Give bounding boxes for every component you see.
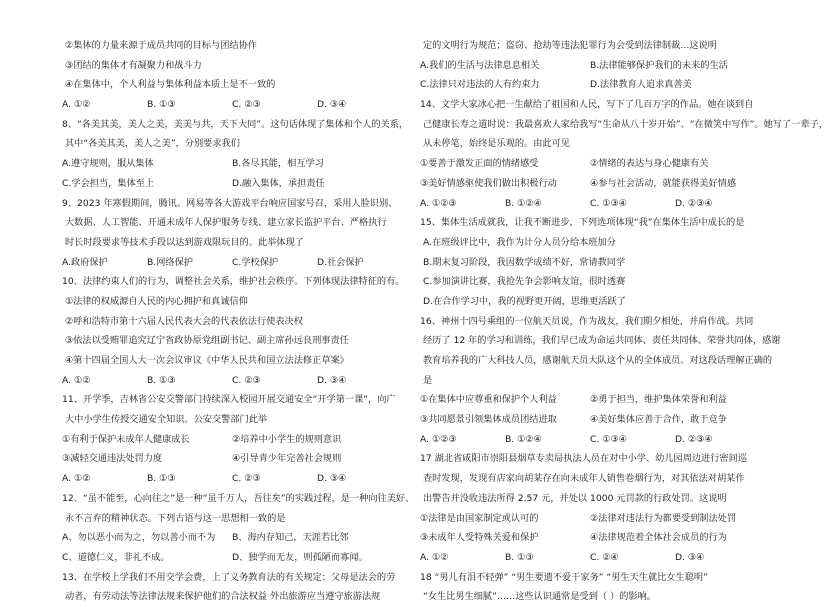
text-line: 己健康长寿之道时说：我最喜欢人家给我写“生命从八十岁开始”、“在微笑中写作”。她写了一辈子，: [423, 118, 828, 130]
left-column: [62, 36, 415, 607]
answer-options: [420, 528, 760, 548]
answer-option: A. ①②: [62, 99, 91, 111]
answer-option: D. ②③④: [675, 433, 713, 445]
answer-option: B. ①③: [147, 473, 176, 485]
text-line: 从未停笔，始终是乐观的。由此可见: [423, 138, 570, 150]
answer-option: B. ①②④: [505, 197, 542, 209]
text-line: 时长时段要求等技术手段以达到游戏限玩目的。此举体现了: [65, 236, 304, 248]
text-line: D.在合作学习中，我的视野更开阔，思维更活跃了: [423, 295, 626, 307]
answer-option: C. ②③: [232, 473, 261, 485]
text-line: 教育培养我的广大科技人员，感谢航天员大队这个从的全体成员。对这段话理解正确的: [423, 355, 773, 366]
text-line: “女生比男生细腻”……这些认识通常是受到（ ）的影响。: [423, 591, 656, 603]
answer-option: B.法律能够保护我们的未来的生活: [590, 59, 728, 71]
answer-option: C. ①③④: [590, 433, 627, 445]
text-line: 动者，有劳动法等法律法规来保护他们的合法权益 外出旅游应当遵守旅游法规: [65, 591, 381, 603]
answer-option: C. ②③: [232, 374, 261, 386]
answer-options: [62, 95, 402, 115]
text-line: ②呼和浩特市第十六届人民代表大会的代表依法行使表决权: [65, 315, 303, 327]
answer-option: C.法律只对违法的人有约束力: [420, 79, 540, 91]
answer-options: [62, 469, 402, 489]
answer-option: ③减轻交通违法处罚力度: [62, 453, 163, 465]
answer-options: [62, 371, 402, 391]
answer-option: B. ①③: [505, 551, 534, 563]
text-line: 12、“虽不能至，心向往之”是一种“虽千万人，吾往矣”的实践过程，是一种向往美好、: [62, 492, 415, 504]
text-line: 18 “男儿有泪不轻弹” “男生要遗不爱干家务” “男生天生就比女生聪明”: [420, 571, 708, 583]
text-line: 永不言弃的精神状态。下列古语与这一思想相一致的是: [65, 512, 286, 524]
text-line: 查时发现，发现有店家向胡某存在向未成年人销售卷烟行为，对其依法对胡某作: [423, 473, 745, 485]
answer-option: ③美好情感驱使我们做出积极行动: [420, 177, 557, 189]
text-line: 其中“各美其美，美人之美”，分别要求我们: [65, 138, 240, 150]
answer-option: A. ①②: [62, 374, 91, 386]
answer-options: [62, 528, 402, 548]
answer-option: A. ①②: [62, 473, 91, 485]
answer-option: ②法律对违法行为都要受到制法处罚: [590, 512, 737, 524]
answer-options: [420, 56, 760, 76]
text-line: ①法律的权威源自人民的内心拥护和真诚信仰: [65, 295, 248, 307]
text-line: ④第十四届全国人大一次会议审议《中华人民共和国立法法修正草案》: [65, 355, 349, 366]
answer-options: [420, 194, 760, 214]
answer-option: ③共同愿景引领集体成员团结进取: [420, 414, 557, 426]
answer-option: B、海内存知己，天涯若比邻: [232, 532, 349, 544]
answer-options: [62, 154, 402, 174]
text-line: 11、开学季，吉林省公安交警部门持续深入校园开展交通安全“开学第一课”，向广: [62, 394, 396, 406]
text-line: B.期末复习阶段，我因数学成绩不好，常请教同学: [423, 256, 626, 268]
text-line: 出警告并没收违法所得 2.57 元，并处以 1000 元罚款的行政处罚。这说明: [423, 492, 727, 504]
answer-options: [420, 390, 760, 410]
answer-option: D. ③④: [317, 473, 347, 485]
answer-options: [62, 548, 402, 568]
answer-option: C. ②③: [232, 99, 261, 111]
text-line: ③依法以受贿罪追究辽宁省政协原党组副书记、副主席孙远良刑事责任: [65, 335, 349, 347]
answer-option: C.学会担当，集体至上: [62, 177, 155, 189]
answer-option: D. ②③④: [675, 197, 713, 209]
answer-options: [420, 75, 760, 95]
answer-option: B. ①③: [147, 99, 176, 111]
text-line: 16、神州十四号乘组的一位航天员说，作为战友，我们期夕相处，并肩作战。共同: [420, 315, 754, 327]
answer-options: [62, 449, 402, 469]
answer-option: A.遵守规则，服从集体: [62, 158, 154, 170]
answer-option: A.政府保护: [62, 256, 108, 268]
answer-option: B.网络保护: [147, 256, 193, 268]
answer-option: ②情绪的表达与身心健康有关: [590, 158, 709, 170]
answer-options: [62, 253, 402, 273]
text-line: 大中小学生传授交通安全知识。公安交警部门此举: [65, 414, 268, 426]
text-line: ④在集体中，个人利益与集体利益本质上是不一致的: [65, 79, 276, 91]
answer-option: ①要善于激发正面的情绪感受: [420, 158, 539, 170]
answer-option: D.融入集体，承担责任: [232, 177, 325, 189]
answer-option: ②培养中小学生的规则意识: [232, 433, 342, 445]
answer-option: D.法律教育人追求真善美: [590, 79, 692, 91]
text-line: C.参加演讲比赛，我抢先争会影响友谊，很时透赛: [423, 276, 626, 288]
answer-option: B. ①③: [147, 374, 176, 386]
text-line: 经历了 12 年的学习和训练，我们早已成为命运共同体、责任共同体、荣誉共同体，感谢: [423, 335, 781, 347]
answer-option: D. ③④: [675, 551, 705, 563]
answer-option: B.各尽其能，相互学习: [232, 158, 324, 170]
answer-options: [420, 548, 760, 568]
right-column: [420, 36, 828, 607]
answer-options: [62, 174, 402, 194]
text-line: 15、集体生活成就我，让我不断进步，下列选项体现“我”在集体生活中成长的是: [420, 217, 745, 229]
answer-option: D.社会保护: [317, 256, 364, 268]
answer-option: ④参与社会活动，就能获得美好情感: [590, 177, 737, 189]
answer-option: ②勇于担当，维护集体荣誉和利益: [590, 394, 727, 406]
text-line: 大数据、人工智能、开通未成年人保护服务专线、建立家长监护平台、严格执行: [65, 217, 387, 229]
answer-option: ④引导青少年完善社会规则: [232, 453, 342, 465]
text-line: 10、法律约束人们的行为，调整社会关系，维护社会秩序。下列体现法律特征的有。: [62, 276, 405, 288]
answer-option: B. ①②④: [505, 433, 542, 445]
text-line: 9、2023 年寒假期间，腾讯、网易等各大游戏平台响应国家号召，采用人脸识别、: [62, 197, 398, 209]
answer-option: A. ①②: [420, 551, 449, 563]
answer-option: ①在集体中应尊重和保护个人利益: [420, 394, 557, 406]
text-line: 是: [423, 374, 433, 386]
text-line: 17 湖北省咸阳市崇阳县烟草专卖局执法人员在对中小学、幼儿园周边进行密间巡: [420, 453, 747, 465]
answer-option: ④美好集体应善于合作，敢于竞争: [590, 414, 727, 426]
answer-option: C. ①③④: [590, 197, 627, 209]
answer-options: [62, 430, 402, 450]
answer-options: [420, 410, 760, 430]
text-line: 定的文明行为规范；盗窃、抢劫等违法犯罪行为会受到法律制裁…这说明: [423, 40, 717, 51]
text-line: 13、在学校上学我们不用交学会费，上了义务教育法的有关规定；父母是法会的劳: [62, 571, 396, 583]
answer-option: A、勿以恶小而为之，勿以善小而不为: [62, 532, 216, 544]
text-line: A.在班级评比中，我作为计分人员分给本班加分: [423, 236, 616, 248]
answer-option: D. ③④: [317, 99, 347, 111]
answer-option: ①法律是由国家制定或认可的: [420, 512, 539, 524]
text-line: 14、文学大家冰心把一生献给了祖国和人民，写下了几百万字的作品。她在谈到自: [420, 99, 754, 111]
text-line: ②集体的力量来源于成员共同的目标与团结协作: [65, 40, 257, 51]
answer-options: [420, 509, 760, 529]
answer-option: ④法律规范着全体社会成员的行为: [590, 532, 727, 544]
text-line: 8、“各美其美，美人之美，美美与共，天下大同”。这句话体现了集体和个人的关系，: [62, 118, 409, 130]
answer-option: D、独学而无友，则孤陋而寡闻。: [232, 551, 368, 563]
text-line: ③团结的集体才有凝聚力和战斗力: [65, 59, 202, 71]
answer-options: [420, 154, 760, 174]
answer-option: C. ②④: [590, 551, 619, 563]
answer-option: ③未成年人受特殊关爱和保护: [420, 532, 539, 544]
answer-option: C、道德仁义，非礼不成。: [62, 551, 170, 563]
answer-options: [420, 430, 760, 450]
answer-option: ①有利于保护未成年人健康成长: [62, 433, 190, 445]
answer-option: C.学校保护: [232, 256, 279, 268]
answer-option: A. ①②③: [420, 197, 457, 209]
answer-option: A. ①②③: [420, 433, 457, 445]
answer-option: A.我们的生活与法律息息相关: [420, 59, 540, 71]
answer-option: D. ③④: [317, 374, 347, 386]
answer-options: [420, 174, 760, 194]
